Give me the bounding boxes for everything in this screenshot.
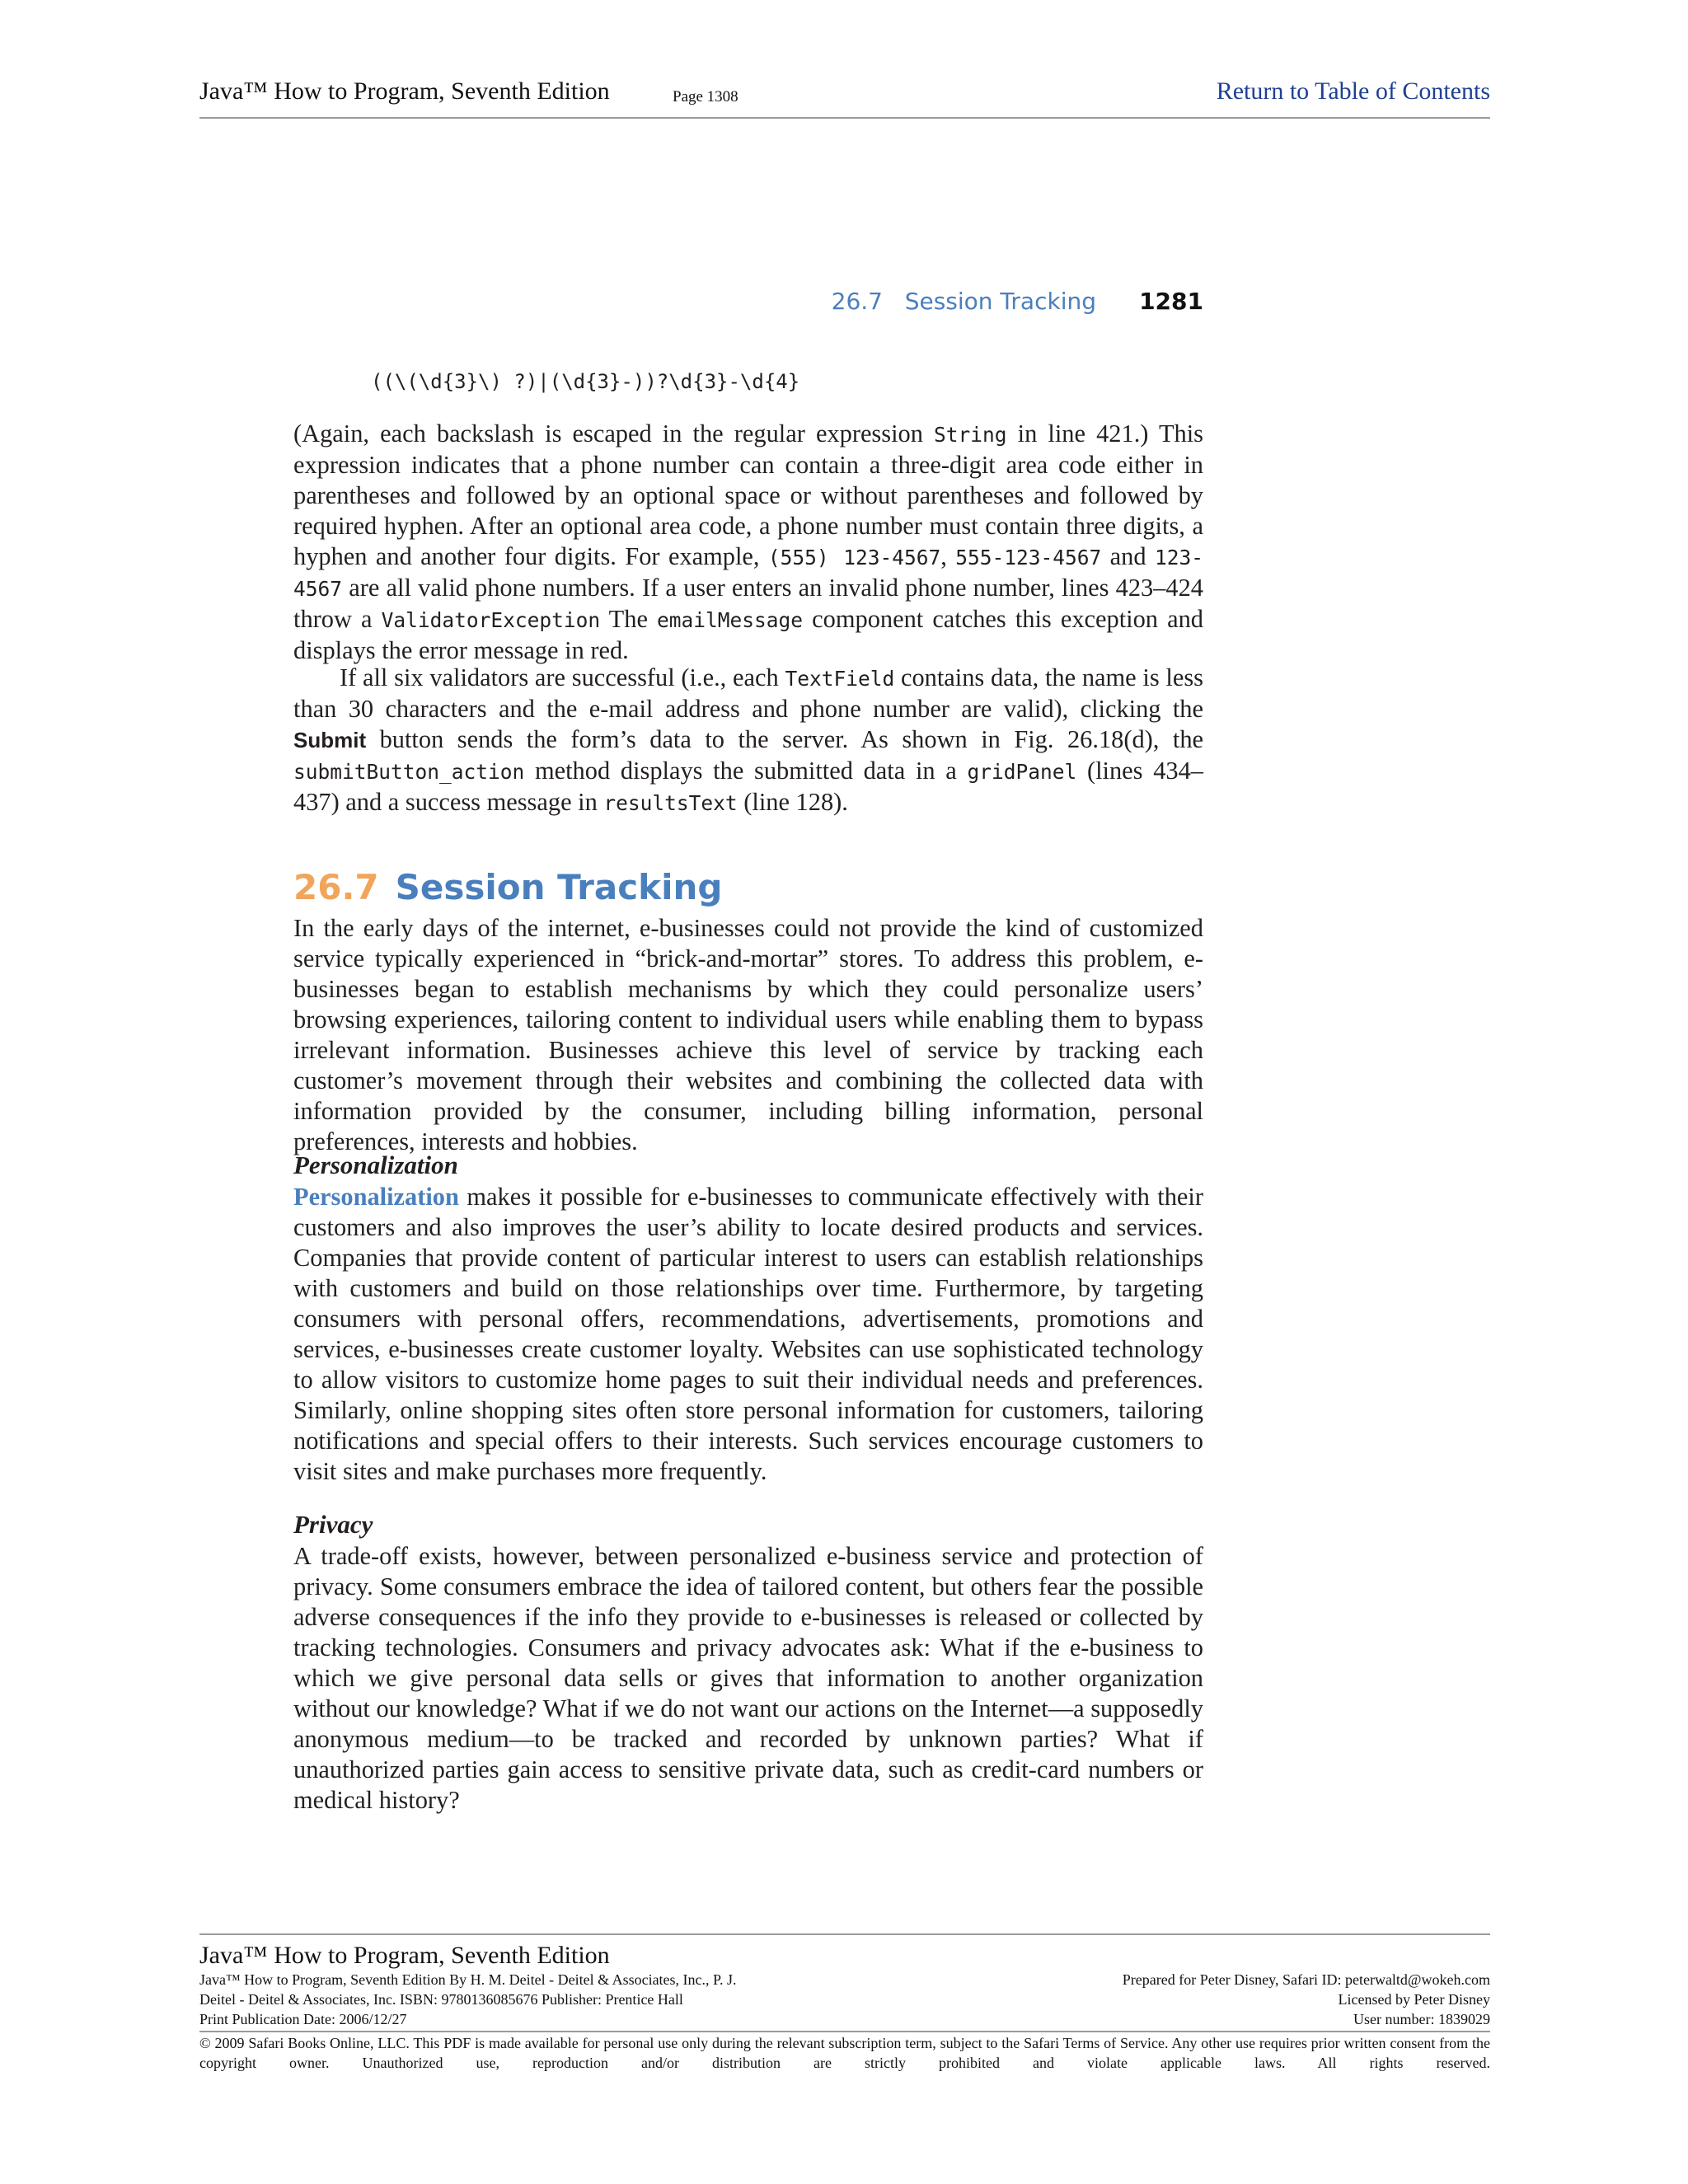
paragraph-section-intro: In the early days of the internet, e-businesses could not provide the kind of customized service typically experienced in “brick-and-mortar” stores. To address this problem, e-businesses began to establish mechanisms by which they could personalize users’ browsing experiences, tailoring content to individual users while enabling them to bypass irrelevant information. Businesses achieve this level of service by tracking each customer’s movement through their websites and combining the collected data with information provided by the consumer, including billing information, personal preferences, interests and hobbies. [293,914,1203,1155]
section-number: 26.7 [293,867,379,907]
term-personalization: Personalization [293,1183,459,1211]
running-head-section: 26.7 Session Tracking [831,288,1096,315]
running-head [742,288,1203,321]
footer-isbn-line: Deitel - Deitel & Associates, Inc. ISBN: 9780136085676 Publisher: Prentice Hall [199,1991,683,2008]
paragraph-privacy: A trade-off exists, however, between personalized e-business service and protection of privacy. Some consumers embrace the idea of tailored content, but others fear the possible adverse consequences if the info they provide to e-businesses is released or collected by tracking technologies. Consumers and privacy advocates ask: What if the e-business to which we give personal data sells or gives that information to another organization without our knowledge? What if we do not want our actions on the Internet—a supposedly anonymous medium—to be tracked and recorded by unknown parties? What if unauthorized parties gain access to sensitive private data, such as credit-card numbers or medical history? [293,1542,1203,1814]
return-to-toc-link[interactable]: Return to Table of Contents [1216,77,1490,105]
footer-licensed-by: Licensed by Peter Disney [1338,1991,1490,2008]
subheading-personalization: Personalization [293,1151,458,1179]
regex-code-line: ((\(\d{3}\) ?)|(\d{3}-))?\d{3}-\d{4} [371,370,800,393]
running-head-page-number: 1281 [1139,288,1203,315]
section-heading [293,867,722,907]
section-title: Session Tracking [395,867,723,907]
page-footer [199,1933,1490,2073]
paragraph-personalization: Personalization makes it possible for e-businesses to communicate effectively with their customers and also improves the user’s ability to locate desired products and services. Companies that provide content of particular interest to users can establish relationships with customers and build on those relationships over time. Furthermore, by targeting consumers with personal offers, recommendations, advertisements, promotions and services, e-businesses create customer loyalty. Websites can use sophisticated technology to allow visitors to customize home pages to suit their individual needs and preferences. Similarly, online shopping sites often store personal information for customers, tailoring notifications and special offers to their interests. Such services encourage customers to visit sites and make purchases more frequently. [293,1183,1203,1485]
subheading-privacy: Privacy [293,1510,373,1539]
footer-prepared-for: Prepared for Peter Disney, Safari ID: peterwaltd@wokeh.com [1122,1971,1490,1988]
footer-copyright: © 2009 Safari Books Online, LLC. This PDF is made available for personal use only during the relevant subscription term, subject to the Safari Terms of Service. Any other use requires prior written consent from the copyright owner. Unauthorized use, reproduction and/or distribution are strictly prohibited and violate applicable laws. All rights reserved. [199,2031,1490,2073]
paragraph-validators: If all six validators are successful (i.e., each TextField contains data, the name is less than 30 characters and the e-mail address and phone number are valid), clicking the Submit button sends the form’s data to the server. As shown in Fig. 26.18(d), the submitButton_action method displays the submitted data in a gridPanel (lines 434–437) and a success message in resultsText (line 128). [293,663,1203,816]
footer-title: Java™ How to Program, Seventh Edition [199,1942,610,1969]
footer-user-number: User number: 1839029 [1353,2011,1490,2027]
page-header [199,76,1490,119]
submit-keyword: Submit [293,728,367,752]
paragraph-regex-explanation: (Again, each backslash is escaped in the regular expression String in line 421.) This expression indicates that a phone number can contain a three-digit area code either in parentheses and followed by an optional space or without parentheses and followed by required hyphen. After an optional area code, a phone number must contain three digits, a hyphen and another four digits. For example, (555) 123-4567, 555-123-4567 and 123-4567 are all valid phone numbers. If a user enters an invalid phone number, lines 423–424 throw a ValidatorException The emailMessage component catches this exception and displays the error message in red. [293,419,1204,664]
book-title: Java™ How to Program, Seventh Edition [199,77,610,105]
footer-author-line: Java™ How to Program, Seventh Edition By H. M. Deitel - Deitel & Associates, Inc., P. J. [199,1971,737,1988]
footer-publication-date: Print Publication Date: 2006/12/27 [199,2011,407,2027]
page-reference: Page 1308 [673,88,738,105]
